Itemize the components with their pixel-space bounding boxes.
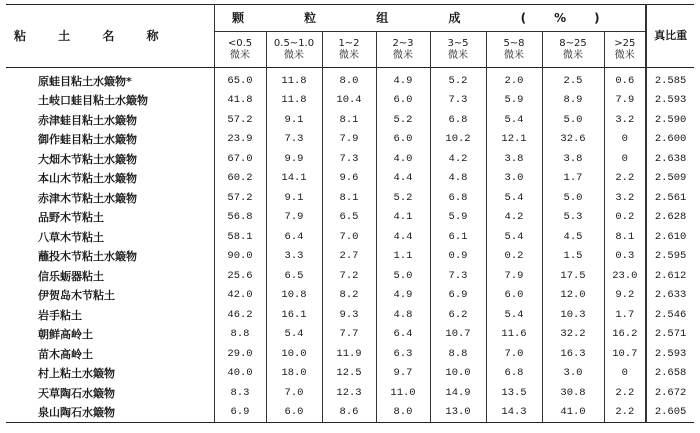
value-cell: 6.0 (486, 286, 542, 306)
value-cell: 5.9 (486, 91, 542, 111)
value-cell: 6.9 (214, 403, 266, 423)
value-cell: 5.9 (430, 208, 486, 228)
value-cell: 41.0 (542, 403, 604, 423)
value-cell: 7.3 (430, 266, 486, 286)
value-cell: 8.0 (322, 68, 376, 91)
specific-gravity-cell: 2.638 (646, 149, 694, 169)
table-body (6, 68, 694, 423)
specific-gravity-cell: 2.600 (646, 130, 694, 150)
value-cell: 23.9 (214, 130, 266, 150)
value-cell: 7.3 (266, 130, 322, 150)
value-cell: 5.3 (542, 208, 604, 228)
table-row (6, 130, 694, 150)
value-cell: 8.1 (322, 188, 376, 208)
value-cell: 9.2 (604, 286, 646, 306)
value-cell: 41.8 (214, 91, 266, 111)
value-cell: 6.8 (430, 110, 486, 130)
clay-name-cell: 泉山陶石水簸物 (38, 406, 115, 420)
value-cell: 10.2 (430, 130, 486, 150)
value-cell: 8.1 (604, 227, 646, 247)
table-row (6, 169, 694, 189)
header-range-3: 2~3 微米 (376, 32, 430, 68)
value-cell: 32.2 (542, 325, 604, 345)
value-cell: 7.9 (322, 130, 376, 150)
value-cell: 90.0 (214, 247, 266, 267)
clay-name-cell: 信乐蛎器粘土 (38, 269, 104, 283)
header-range-5: 5~8 微米 (486, 32, 542, 68)
table-row (6, 149, 694, 169)
clay-name-cell: 蘸投木节粘土水簸物 (38, 250, 137, 264)
clay-name-cell: 品野木节粘土 (38, 211, 104, 225)
value-cell: 6.9 (430, 286, 486, 306)
value-cell: 7.0 (486, 344, 542, 364)
value-cell: 8.3 (214, 383, 266, 403)
value-cell: 11.0 (376, 383, 430, 403)
value-cell: 7.9 (266, 208, 322, 228)
value-cell: 10.8 (266, 286, 322, 306)
table-row (6, 208, 694, 228)
value-cell: 9.6 (322, 169, 376, 189)
value-cell: 16.3 (542, 344, 604, 364)
table-row (6, 227, 694, 247)
value-cell: 4.0 (376, 149, 430, 169)
value-cell: 5.2 (376, 188, 430, 208)
value-cell: 46.2 (214, 305, 266, 325)
value-cell: 8.6 (322, 403, 376, 423)
value-cell: 0.3 (604, 247, 646, 267)
header-range-6: 8~25 微米 (542, 32, 604, 68)
clay-name-cell: 伊贺岛木节粘土 (38, 289, 115, 303)
clay-name-cell: 朝鲜高岭土 (38, 328, 93, 342)
table-row (6, 344, 694, 364)
value-cell: 6.0 (266, 403, 322, 423)
value-cell: 1.7 (604, 305, 646, 325)
value-cell: 5.0 (542, 188, 604, 208)
value-cell: 67.0 (214, 149, 266, 169)
specific-gravity-cell: 2.610 (646, 227, 694, 247)
table-row (6, 188, 694, 208)
value-cell: 10.4 (322, 91, 376, 111)
value-cell: 60.2 (214, 169, 266, 189)
specific-gravity-cell: 2.571 (646, 325, 694, 345)
header-range-1: 0.5~1.0 微米 (266, 32, 322, 68)
value-cell: 5.4 (486, 188, 542, 208)
value-cell: 6.0 (376, 130, 430, 150)
value-cell: 11.6 (486, 325, 542, 345)
clay-name-cell: 土岐口蛙目粘土水簸物 (38, 94, 148, 108)
value-cell: 3.3 (266, 247, 322, 267)
specific-gravity-cell: 2.672 (646, 383, 694, 403)
specific-gravity-cell: 2.612 (646, 266, 694, 286)
value-cell: 2.7 (322, 247, 376, 267)
specific-gravity-cell: 2.633 (646, 286, 694, 306)
value-cell: 14.3 (486, 403, 542, 423)
value-cell: 0.6 (604, 68, 646, 91)
value-cell: 0.9 (430, 247, 486, 267)
value-cell: 8.1 (322, 110, 376, 130)
value-cell: 9.1 (266, 188, 322, 208)
clay-name-cell: 八草木节粘土 (38, 230, 104, 244)
value-cell: 6.4 (376, 325, 430, 345)
value-cell: 5.0 (376, 266, 430, 286)
specific-gravity-cell: 2.590 (646, 110, 694, 130)
value-cell: 7.0 (322, 227, 376, 247)
value-cell: 6.8 (430, 188, 486, 208)
value-cell: 11.8 (266, 68, 322, 91)
value-cell: 3.0 (542, 364, 604, 384)
value-cell: 2.2 (604, 383, 646, 403)
value-cell: 6.1 (430, 227, 486, 247)
value-cell: 14.1 (266, 169, 322, 189)
header-range-0: <0.5 微米 (214, 32, 266, 68)
value-cell: 13.0 (430, 403, 486, 423)
clay-name-cell: 天草陶石水簸物 (38, 386, 115, 400)
value-cell: 4.5 (542, 227, 604, 247)
value-cell: 10.7 (604, 344, 646, 364)
value-cell: 12.0 (542, 286, 604, 306)
value-cell: 30.8 (542, 383, 604, 403)
header-range-4: 3~5 微米 (430, 32, 486, 68)
value-cell: 12.3 (322, 383, 376, 403)
value-cell: 7.0 (266, 383, 322, 403)
value-cell: 10.0 (430, 364, 486, 384)
value-cell: 56.8 (214, 208, 266, 228)
value-cell: 6.3 (376, 344, 430, 364)
value-cell: 5.0 (542, 110, 604, 130)
value-cell: 1.5 (542, 247, 604, 267)
value-cell: 57.2 (214, 188, 266, 208)
header-range-2: 1~2 微米 (322, 32, 376, 68)
value-cell: 9.9 (266, 149, 322, 169)
value-cell: 7.7 (322, 325, 376, 345)
table-row (6, 305, 694, 325)
value-cell: 2.2 (604, 403, 646, 423)
value-cell: 0.2 (604, 208, 646, 228)
value-cell: 6.0 (376, 91, 430, 111)
value-cell: 10.3 (542, 305, 604, 325)
value-cell: 8.9 (542, 91, 604, 111)
value-cell: 4.2 (430, 149, 486, 169)
value-cell: 32.6 (542, 130, 604, 150)
clay-name-cell: 赤津蛙目粘土水簸物 (38, 113, 137, 127)
value-cell: 7.9 (604, 91, 646, 111)
table-row (6, 68, 694, 91)
specific-gravity-cell: 2.658 (646, 364, 694, 384)
value-cell: 7.2 (322, 266, 376, 286)
value-cell: 3.8 (542, 149, 604, 169)
specific-gravity-cell: 2.593 (646, 344, 694, 364)
specific-gravity-cell: 2.546 (646, 305, 694, 325)
value-cell: 16.1 (266, 305, 322, 325)
specific-gravity-cell: 2.628 (646, 208, 694, 228)
specific-gravity-cell: 2.605 (646, 403, 694, 423)
value-cell: 10.0 (266, 344, 322, 364)
value-cell: 7.3 (322, 149, 376, 169)
value-cell: 0 (604, 149, 646, 169)
clay-name-cell: 岩手粘土 (38, 308, 82, 322)
value-cell: 8.8 (214, 325, 266, 345)
value-cell: 3.2 (604, 110, 646, 130)
value-cell: 17.5 (542, 266, 604, 286)
value-cell: 3.0 (486, 169, 542, 189)
table-row (6, 383, 694, 403)
value-cell: 16.2 (604, 325, 646, 345)
value-cell: 1.7 (542, 169, 604, 189)
clay-particle-table (6, 4, 694, 423)
value-cell: 4.8 (376, 305, 430, 325)
value-cell: 18.0 (266, 364, 322, 384)
value-cell: 12.1 (486, 130, 542, 150)
value-cell: 12.5 (322, 364, 376, 384)
value-cell: 6.2 (430, 305, 486, 325)
value-cell: 5.2 (430, 68, 486, 91)
clay-name-cell: 原蛙目粘土水簸物* (38, 74, 132, 88)
value-cell: 3.2 (604, 188, 646, 208)
header-range-7: >25 微米 (604, 32, 646, 68)
specific-gravity-cell: 2.585 (646, 68, 694, 91)
clay-name-cell: 村上粘土水簸物 (38, 367, 115, 381)
table-row (6, 247, 694, 267)
value-cell: 8.8 (430, 344, 486, 364)
table-row (6, 286, 694, 306)
value-cell: 6.5 (266, 266, 322, 286)
value-cell: 5.2 (376, 110, 430, 130)
value-cell: 58.1 (214, 227, 266, 247)
value-cell: 4.4 (376, 169, 430, 189)
value-cell: 5.4 (486, 227, 542, 247)
value-cell: 2.0 (486, 68, 542, 91)
value-cell: 0 (604, 130, 646, 150)
value-cell: 6.5 (322, 208, 376, 228)
value-cell: 4.9 (376, 286, 430, 306)
value-cell: 4.8 (430, 169, 486, 189)
value-cell: 23.0 (604, 266, 646, 286)
value-cell: 4.2 (486, 208, 542, 228)
table-row (6, 325, 694, 345)
value-cell: 40.0 (214, 364, 266, 384)
value-cell: 8.2 (322, 286, 376, 306)
specific-gravity-cell: 2.509 (646, 169, 694, 189)
value-cell: 0 (604, 364, 646, 384)
header-particle-composition: 颗 粒 组 成 (%) (214, 5, 646, 32)
value-cell: 29.0 (214, 344, 266, 364)
clay-name-cell: 御作蛙目粘土水簸物 (38, 133, 137, 147)
table-row (6, 364, 694, 384)
value-cell: 7.3 (430, 91, 486, 111)
value-cell: 57.2 (214, 110, 266, 130)
value-cell: 4.1 (376, 208, 430, 228)
value-cell: 9.3 (322, 305, 376, 325)
value-cell: 4.9 (376, 68, 430, 91)
table-row (6, 403, 694, 423)
value-cell: 3.8 (486, 149, 542, 169)
table-row (6, 266, 694, 286)
value-cell: 13.5 (486, 383, 542, 403)
specific-gravity-cell: 2.593 (646, 91, 694, 111)
clay-name-cell: 苗木高岭土 (38, 347, 93, 361)
value-cell: 5.4 (486, 110, 542, 130)
clay-name-cell: 赤津木节粘土水簸物 (38, 191, 137, 205)
value-cell: 0.2 (486, 247, 542, 267)
specific-gravity-cell: 2.561 (646, 188, 694, 208)
value-cell: 14.9 (430, 383, 486, 403)
value-cell: 9.7 (376, 364, 430, 384)
value-cell: 11.9 (322, 344, 376, 364)
clay-name-cell: 大畑木节粘土水簸物 (38, 152, 137, 166)
header-clay-name: 粘 土 名 称 (6, 5, 214, 68)
value-cell: 11.8 (266, 91, 322, 111)
value-cell: 2.5 (542, 68, 604, 91)
value-cell: 6.8 (486, 364, 542, 384)
value-cell: 5.4 (486, 305, 542, 325)
value-cell: 6.4 (266, 227, 322, 247)
value-cell: 25.6 (214, 266, 266, 286)
clay-name-cell: 本山木节粘土水簸物 (38, 172, 137, 186)
value-cell: 4.4 (376, 227, 430, 247)
value-cell: 1.1 (376, 247, 430, 267)
table-row (6, 91, 694, 111)
specific-gravity-cell: 2.595 (646, 247, 694, 267)
value-cell: 9.1 (266, 110, 322, 130)
value-cell: 8.0 (376, 403, 430, 423)
value-cell: 2.2 (604, 169, 646, 189)
value-cell: 42.0 (214, 286, 266, 306)
value-cell: 10.7 (430, 325, 486, 345)
value-cell: 5.4 (266, 325, 322, 345)
header-specific-gravity: 真比重 (646, 5, 694, 68)
table-row (6, 110, 694, 130)
value-cell: 7.9 (486, 266, 542, 286)
value-cell: 65.0 (214, 68, 266, 91)
